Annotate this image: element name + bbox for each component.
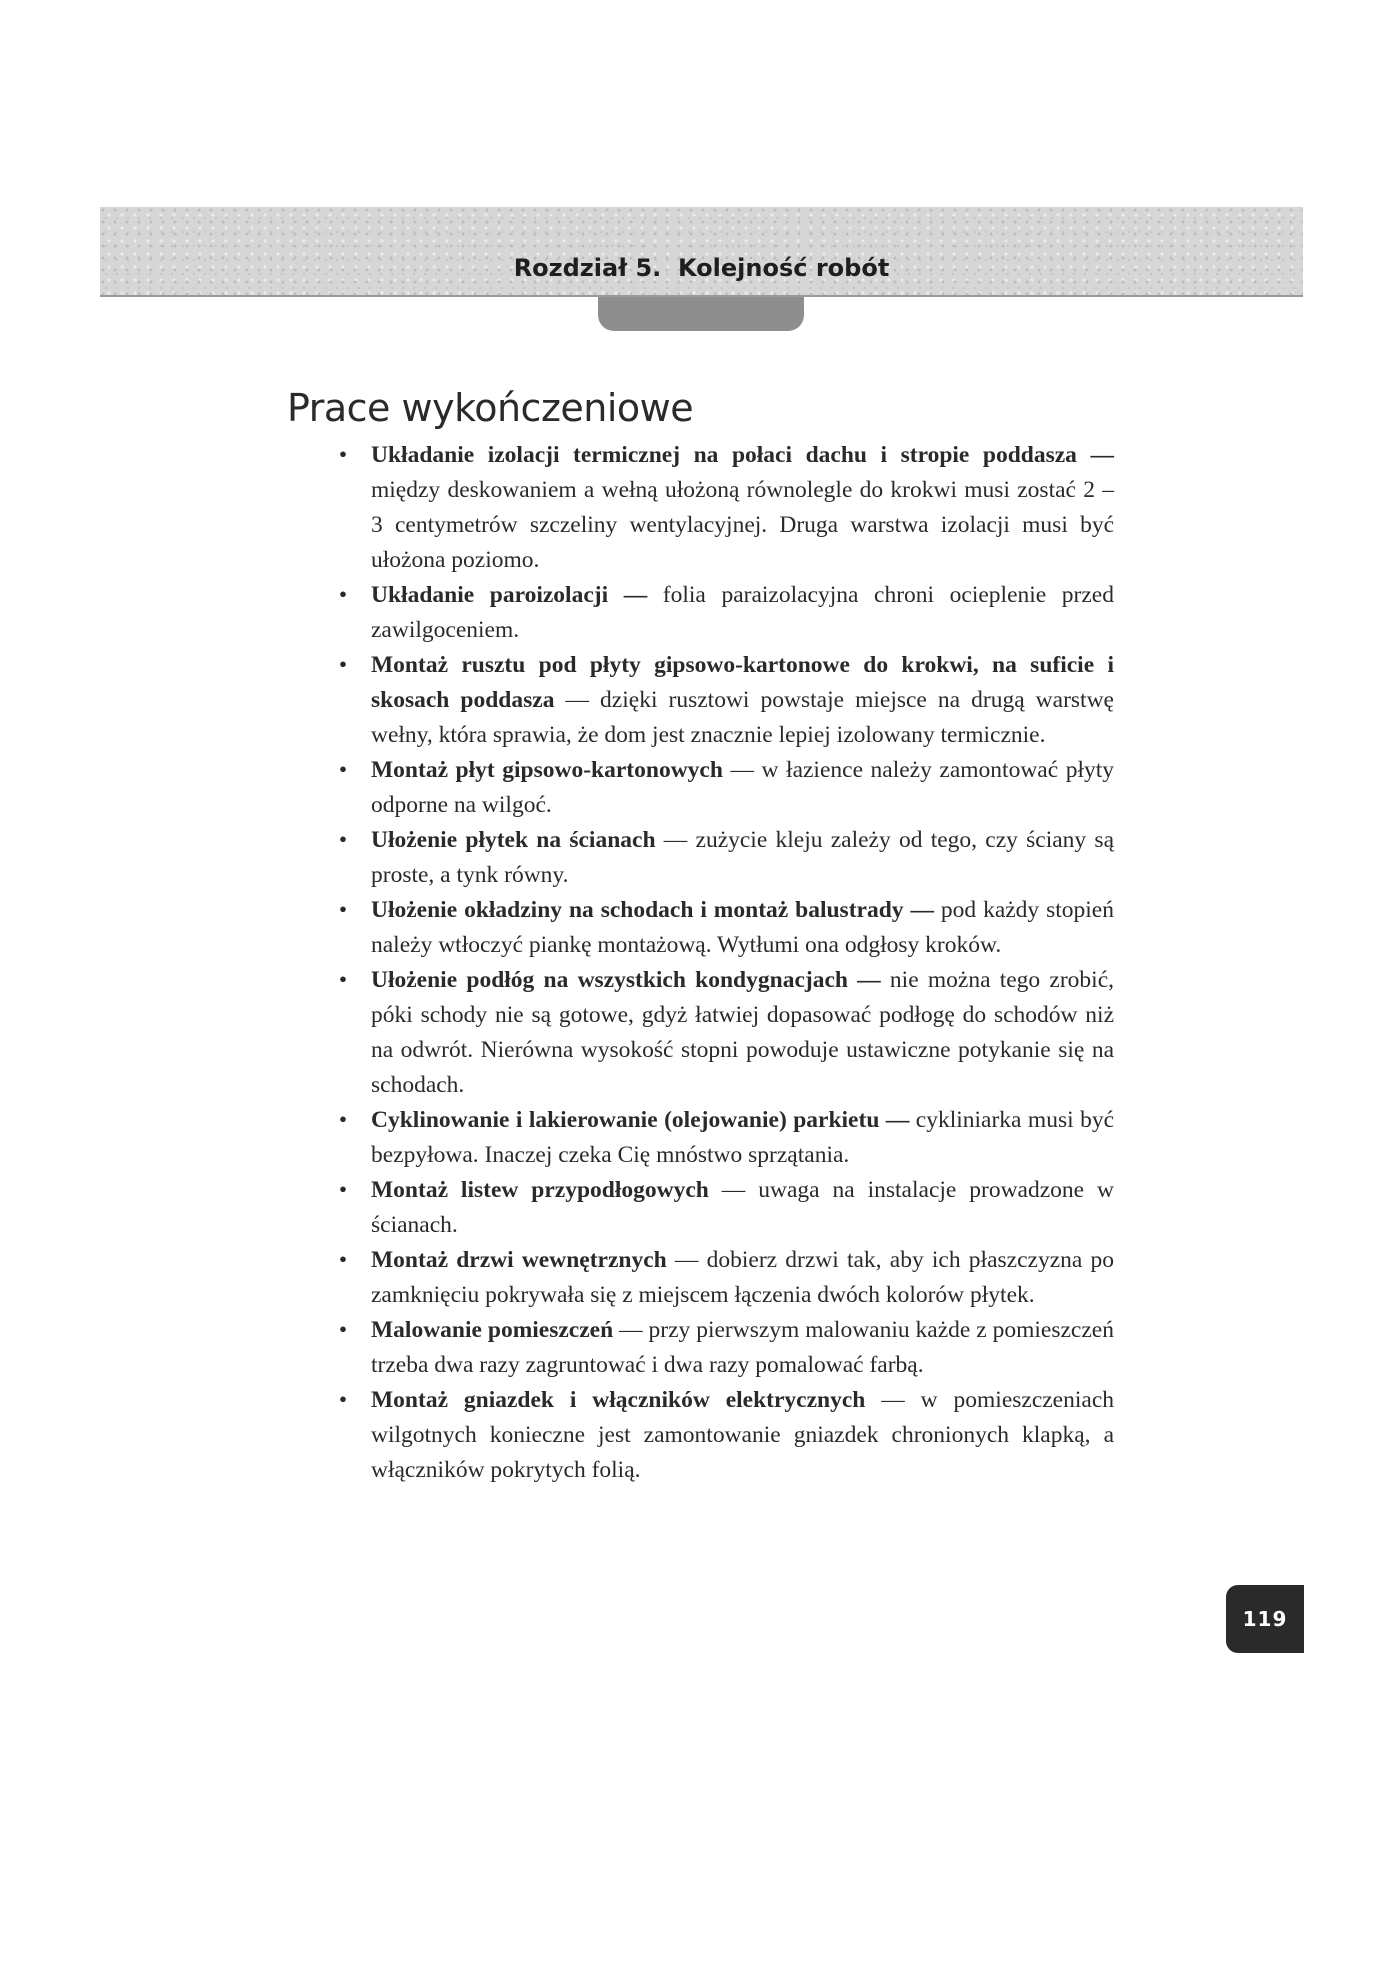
list-item — [325, 1243, 1114, 1313]
list-item — [325, 1313, 1114, 1383]
chapter-header-tab — [598, 297, 804, 331]
bullet-icon: • — [338, 827, 348, 853]
item-term: Montaż drzwi wewnętrznych — [371, 1247, 667, 1273]
item-text: pod każdy stopień należy wtłoczyć piankę montażową. Wytłumi ona odgłosy kroków. — [371, 897, 1114, 958]
item-term: Układanie paroizolacji — — [371, 582, 648, 608]
list-item — [325, 753, 1114, 823]
list-item — [325, 1383, 1114, 1488]
chapter-title: Rozdział 5. Kolejność robót — [513, 254, 890, 282]
item-term: Malowanie pomieszczeń — [371, 1317, 614, 1343]
list-item — [325, 1103, 1114, 1173]
item-text: — przy pierwszym malowaniu każde z pomieszczeń trzeba dwa razy zagruntować i dwa razy pomalować farbą. — [371, 1317, 1114, 1378]
item-text: — dobierz drzwi tak, aby ich płaszczyzna po zamknięciu pokrywała się z miejscem łączenia dwóch kolorów płytek. — [371, 1247, 1114, 1308]
list-item — [325, 438, 1114, 578]
item-text: cykliniarka musi być bezpyłowa. Inaczej czeka Cię mnóstwo sprzątania. — [371, 1107, 1115, 1168]
item-term: Układanie izolacji termicznej na połaci dachu i stropie poddasza — — [371, 442, 1114, 468]
item-term: Ułożenie płytek na ścianach — [371, 827, 656, 853]
list-item — [325, 893, 1114, 963]
bullet-icon: • — [338, 1107, 348, 1133]
section-heading: Prace wykończeniowe — [287, 386, 694, 430]
list-item — [325, 823, 1114, 893]
bullet-icon: • — [338, 1177, 348, 1203]
list-item — [325, 578, 1114, 648]
item-term: Montaż listew przypodłogowych — [371, 1177, 709, 1203]
bullet-icon: • — [338, 757, 348, 783]
item-text: między deskowaniem a wełną ułożoną równolegle do krokwi musi zostać 2 – 3 centymetrów szczeliny wentylacyjnej. Druga warstwa izolacji musi być ułożona poziomo. — [371, 477, 1114, 573]
item-term: Ułożenie podłóg na wszystkich kondygnacjach — — [371, 967, 881, 993]
bullet-icon: • — [338, 652, 348, 678]
item-term: Montaż gniazdek i włączników elektrycznych — [371, 1387, 866, 1413]
page-number: 119 — [1226, 1585, 1304, 1653]
item-term: Montaż rusztu pod płyty gipsowo-kartonowe do krokwi, na suficie i skosach poddasza — [371, 652, 1114, 713]
item-text: — w łazience należy zamontować płyty odporne na wilgoć. — [371, 757, 1115, 818]
item-text: nie można tego zrobić, póki schody nie są gotowe, gdyż łatwiej dopasować podłogę do schodów niż na odwrót. Nierówna wysokość stopni powoduje ustawiczne potykanie się na schodach. — [371, 967, 1115, 1098]
bullet-icon: • — [338, 1247, 348, 1273]
item-text: — w pomieszczeniach wilgotnych konieczne jest zamontowanie gniazdek chronionych klapką, a włączników pokrytych folią. — [371, 1387, 1115, 1483]
item-term: Cyklinowanie i lakierowanie (olejowanie) parkietu — — [371, 1107, 910, 1133]
list-item — [325, 963, 1114, 1103]
item-term: Ułożenie okładziny na schodach i montaż balustrady — — [371, 897, 934, 923]
item-text: folia paraizolacyjna chroni ocieplenie przed zawilgoceniem. — [371, 582, 1114, 643]
bullet-icon: • — [338, 442, 348, 468]
chapter-header-band — [100, 207, 1303, 297]
bullet-icon: • — [338, 897, 348, 923]
bullet-icon: • — [338, 1317, 348, 1343]
list-item — [325, 1173, 1114, 1243]
bullet-icon: • — [338, 967, 348, 993]
task-list — [325, 438, 1114, 1488]
item-term: Montaż płyt gipsowo-kartonowych — [371, 757, 723, 783]
item-text: — dzięki rusztowi powstaje miejsce na drugą warstwę wełny, która sprawia, że dom jest znacznie lepiej izolowany termicznie. — [371, 687, 1114, 748]
list-item — [325, 648, 1114, 753]
item-text: — zużycie kleju zależy od tego, czy ściany są proste, a tynk równy. — [371, 827, 1114, 888]
item-text: — uwaga na instalacje prowadzone w ścianach. — [371, 1177, 1114, 1238]
bullet-icon: • — [338, 1387, 348, 1413]
bullet-icon: • — [338, 582, 348, 608]
